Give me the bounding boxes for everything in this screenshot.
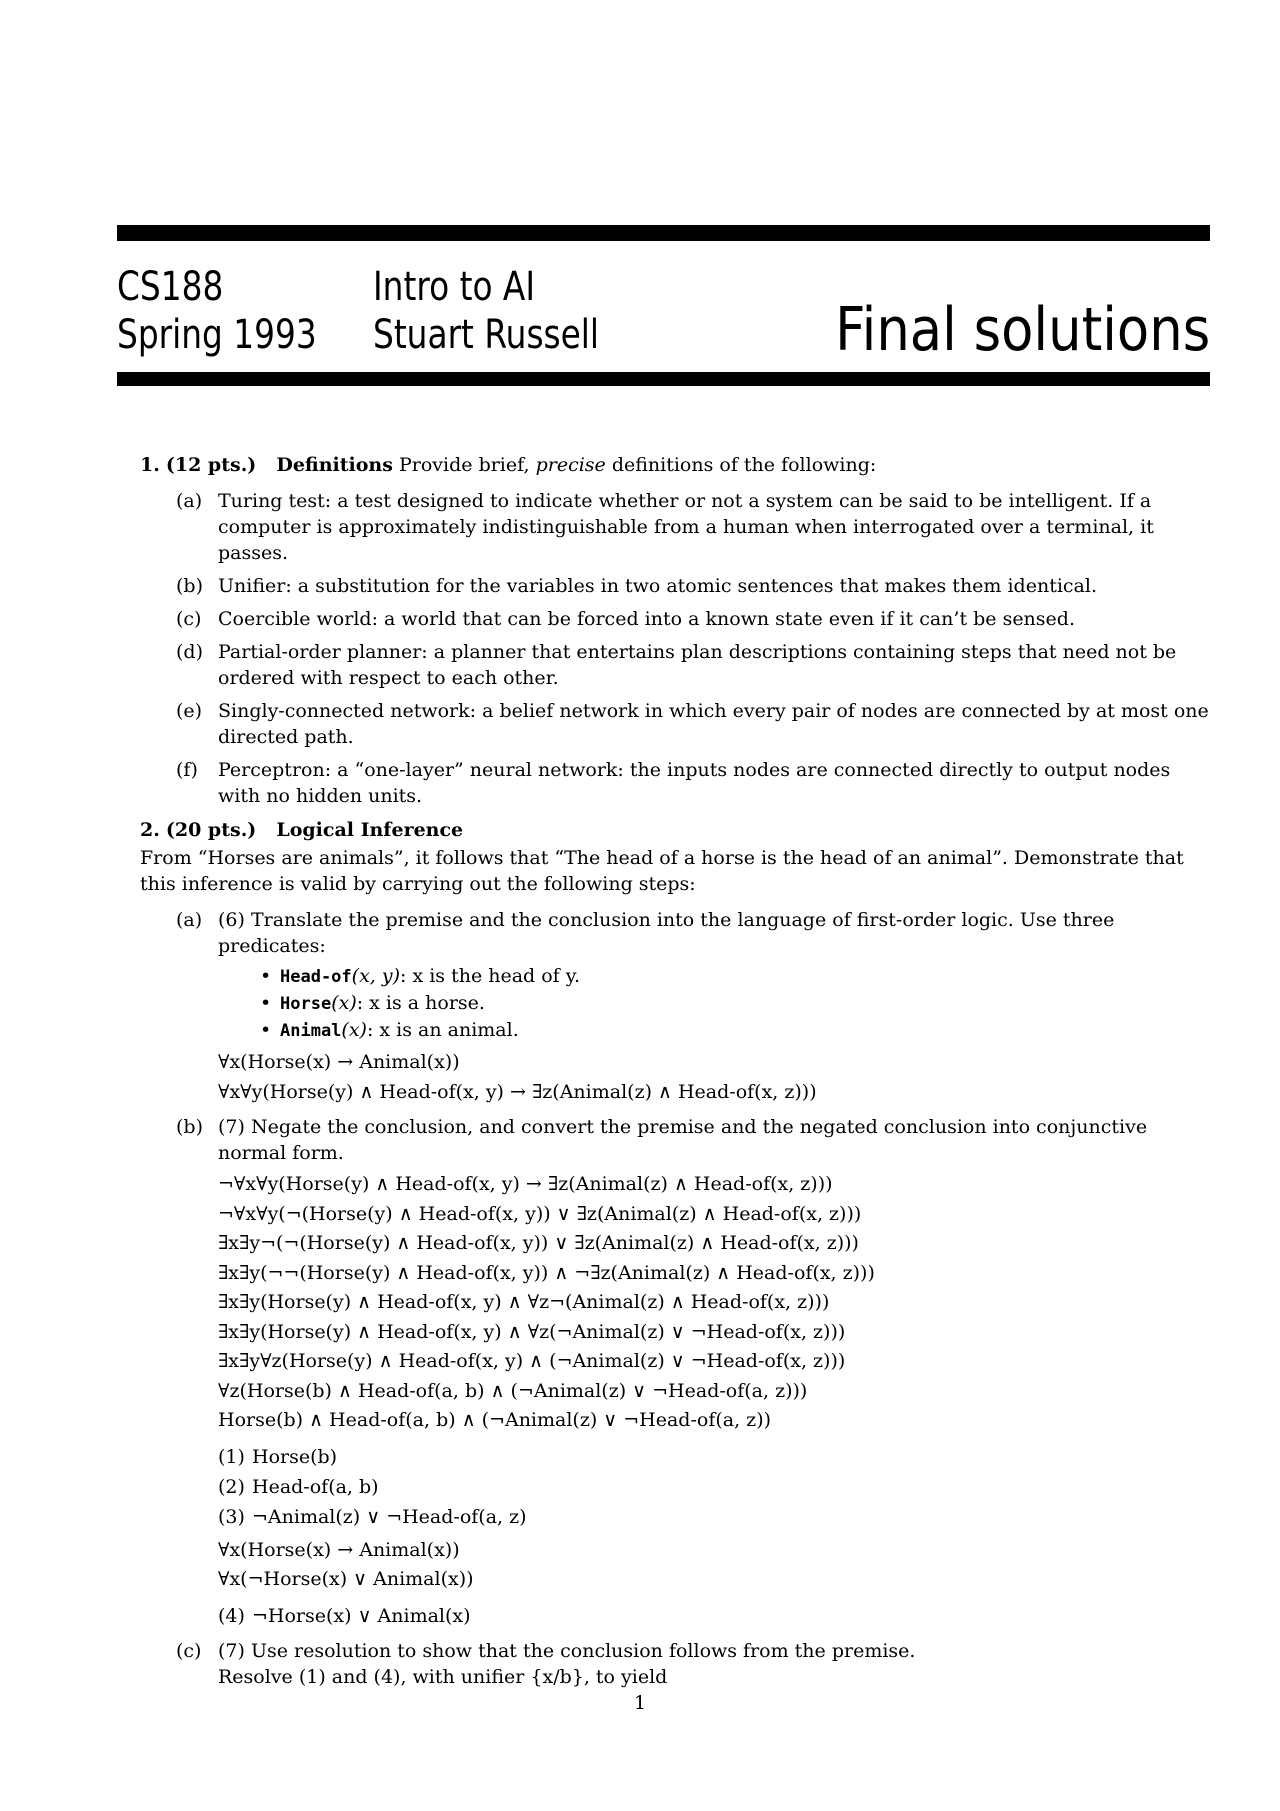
part-c xyxy=(176,1638,1210,1690)
question-1-heading xyxy=(140,452,1210,478)
header-top-rule xyxy=(117,225,1210,241)
item-label: (a) xyxy=(176,490,203,512)
question-intro-rest: definitions of the following: xyxy=(611,454,877,476)
clause-line: (3) ¬Animal(z) ∨ ¬Head-of(a, z) xyxy=(218,1505,527,1528)
course-code: CS188 xyxy=(117,264,224,310)
formula-line: ¬∀x∀y(Horse(y) ∧ Head-of(x, y) → ∃z(Animal(z) ∧ Head-of(x, z))) xyxy=(218,1173,833,1195)
question-title: Definitions xyxy=(276,454,393,476)
item-label: (d) xyxy=(176,641,203,663)
predicate-list xyxy=(258,963,1210,1044)
question-points: (12 pts.) xyxy=(165,454,257,476)
item-label: (f) xyxy=(176,759,198,781)
item-text: (6) Translate the premise and the conclusion into the language of first-order logic. Use three predicates: xyxy=(218,909,1115,957)
premise-cnf xyxy=(218,1536,1210,1595)
item-text: Singly-connected network: a belief network in which every pair of nodes are connected by at most one directed path. xyxy=(218,700,1209,748)
document-title: Final solutions xyxy=(834,295,1210,365)
formula-line: ∃x∃y(¬¬(Horse(y) ∧ Head-of(x, y)) ∧ ¬∃z(Animal(z) ∧ Head-of(x, z))) xyxy=(218,1261,875,1284)
question-1-items xyxy=(176,488,1210,809)
part-b xyxy=(176,1114,1210,1631)
item-label: (b) xyxy=(176,575,203,597)
item-text: Coercible world: a world that can be forced into a known state even if it can’t be sensed. xyxy=(218,608,1075,630)
question-2-items xyxy=(176,907,1210,1690)
definition-item xyxy=(176,757,1210,809)
definition-item xyxy=(176,573,1210,599)
clause-line: (1) Horse(b) xyxy=(218,1445,338,1468)
exam-body xyxy=(140,452,1210,1697)
item-text: Unifier: a substitution for the variables in two atomic sentences that makes them identical. xyxy=(218,575,1098,597)
formula-line: ∃x∃y(Horse(y) ∧ Head-of(x, y) ∧ ∀z(¬Animal(z) ∨ ¬Head-of(x, z))) xyxy=(218,1320,846,1343)
item-label: (e) xyxy=(176,700,203,722)
question-2-intro: From “Horses are animals”, it follows that “The head of a horse is the head of an animal”. Demonstrate that this inference is valid by carrying out the following steps: xyxy=(140,847,1184,895)
question-intro-emphasis: precise xyxy=(535,454,606,476)
definition-item xyxy=(176,488,1210,566)
definition-item xyxy=(176,606,1210,632)
question-title: Logical Inference xyxy=(276,819,464,841)
predicate-item: • Horse(x): x is a horse. xyxy=(258,990,1210,1017)
formula-line: ∃x∃y∀z(Horse(y) ∧ Head-of(x, y) ∧ (¬Animal(z) ∨ ¬Head-of(x, z))) xyxy=(218,1350,846,1372)
formula-line: Horse(b) ∧ Head-of(a, b) ∧ (¬Animal(z) ∨ ¬Head-of(a, z)) xyxy=(218,1409,772,1431)
translation-formulas xyxy=(218,1048,1210,1107)
term: Spring 1993 xyxy=(117,312,317,358)
item-text: Turing test: a test designed to indicate whether or not a system can be said to be intelligent. If a computer is approximately indistinguishable from a human when interrogated over a terminal, it passes. xyxy=(218,490,1154,564)
cnf-derivation xyxy=(218,1170,1210,1436)
page-number: 1 xyxy=(633,1692,647,1714)
formula-line: ∀x(Horse(x) → Animal(x)) xyxy=(218,1538,460,1561)
clause-line: (4) ¬Horse(x) ∨ Animal(x) xyxy=(218,1604,471,1627)
item-text: (7) Use resolution to show that the conclusion follows from the premise. xyxy=(218,1639,916,1662)
resolution-step: Resolve (1) and (4), with unifier {x/b}, to yield xyxy=(218,1665,668,1688)
question-2-heading xyxy=(140,817,1210,843)
formula-line: ∃x∃y¬(¬(Horse(y) ∧ Head-of(x, y)) ∨ ∃z(Animal(z) ∧ Head-of(x, z))) xyxy=(218,1232,859,1254)
predicate-item: • Animal(x): x is an animal. xyxy=(258,1017,1210,1044)
item-text: Partial-order planner: a planner that entertains plan descriptions containing steps that need not be ordered with respect to each other. xyxy=(218,641,1177,689)
definition-item xyxy=(176,698,1210,750)
question-intro: Provide brief, xyxy=(399,454,530,476)
clause-list xyxy=(218,1601,1210,1631)
clause-line: (2) Head-of(a, b) xyxy=(218,1475,379,1498)
header-bottom-rule xyxy=(117,372,1210,386)
formula-line: ∀z(Horse(b) ∧ Head-of(a, b) ∧ (¬Animal(z) ∨ ¬Head-of(a, z))) xyxy=(218,1379,808,1402)
formula-line: ∀x(¬Horse(x) ∨ Animal(x)) xyxy=(218,1568,474,1590)
formula-line: ∃x∃y(Horse(y) ∧ Head-of(x, y) ∧ ∀z¬(Animal(z) ∧ Head-of(x, z))) xyxy=(218,1291,830,1313)
question-number: 1. xyxy=(140,454,160,476)
instructor: Stuart Russell xyxy=(373,312,600,358)
item-text: Perceptron: a “one-layer” neural network: the inputs nodes are connected directly to output nodes with no hidden units. xyxy=(218,759,1171,807)
subject: Intro to AI xyxy=(373,264,536,310)
formula-line: ∀x∀y(Horse(y) ∧ Head-of(x, y) → ∃z(Animal(z) ∧ Head-of(x, z))) xyxy=(218,1080,817,1103)
item-label: (c) xyxy=(176,608,202,630)
item-label: (a) xyxy=(176,909,203,931)
formula-line: ¬∀x∀y(¬(Horse(y) ∧ Head-of(x, y)) ∨ ∃z(Animal(z) ∧ Head-of(x, z))) xyxy=(218,1202,862,1225)
definition-item xyxy=(176,639,1210,691)
question-number: 2. xyxy=(140,819,160,841)
item-label: (b) xyxy=(176,1116,203,1138)
question-points: (20 pts.) xyxy=(165,819,257,841)
part-a xyxy=(176,907,1210,1107)
item-text: (7) Negate the conclusion, and convert the premise and the negated conclusion into conjunctive normal form. xyxy=(218,1116,1148,1164)
predicate-item: • Head-of(x, y): x is the head of y. xyxy=(258,963,1210,990)
item-label: (c) xyxy=(176,1639,202,1662)
formula-line: ∀x(Horse(x) → Animal(x)) xyxy=(218,1051,460,1073)
clause-list xyxy=(218,1442,1210,1532)
